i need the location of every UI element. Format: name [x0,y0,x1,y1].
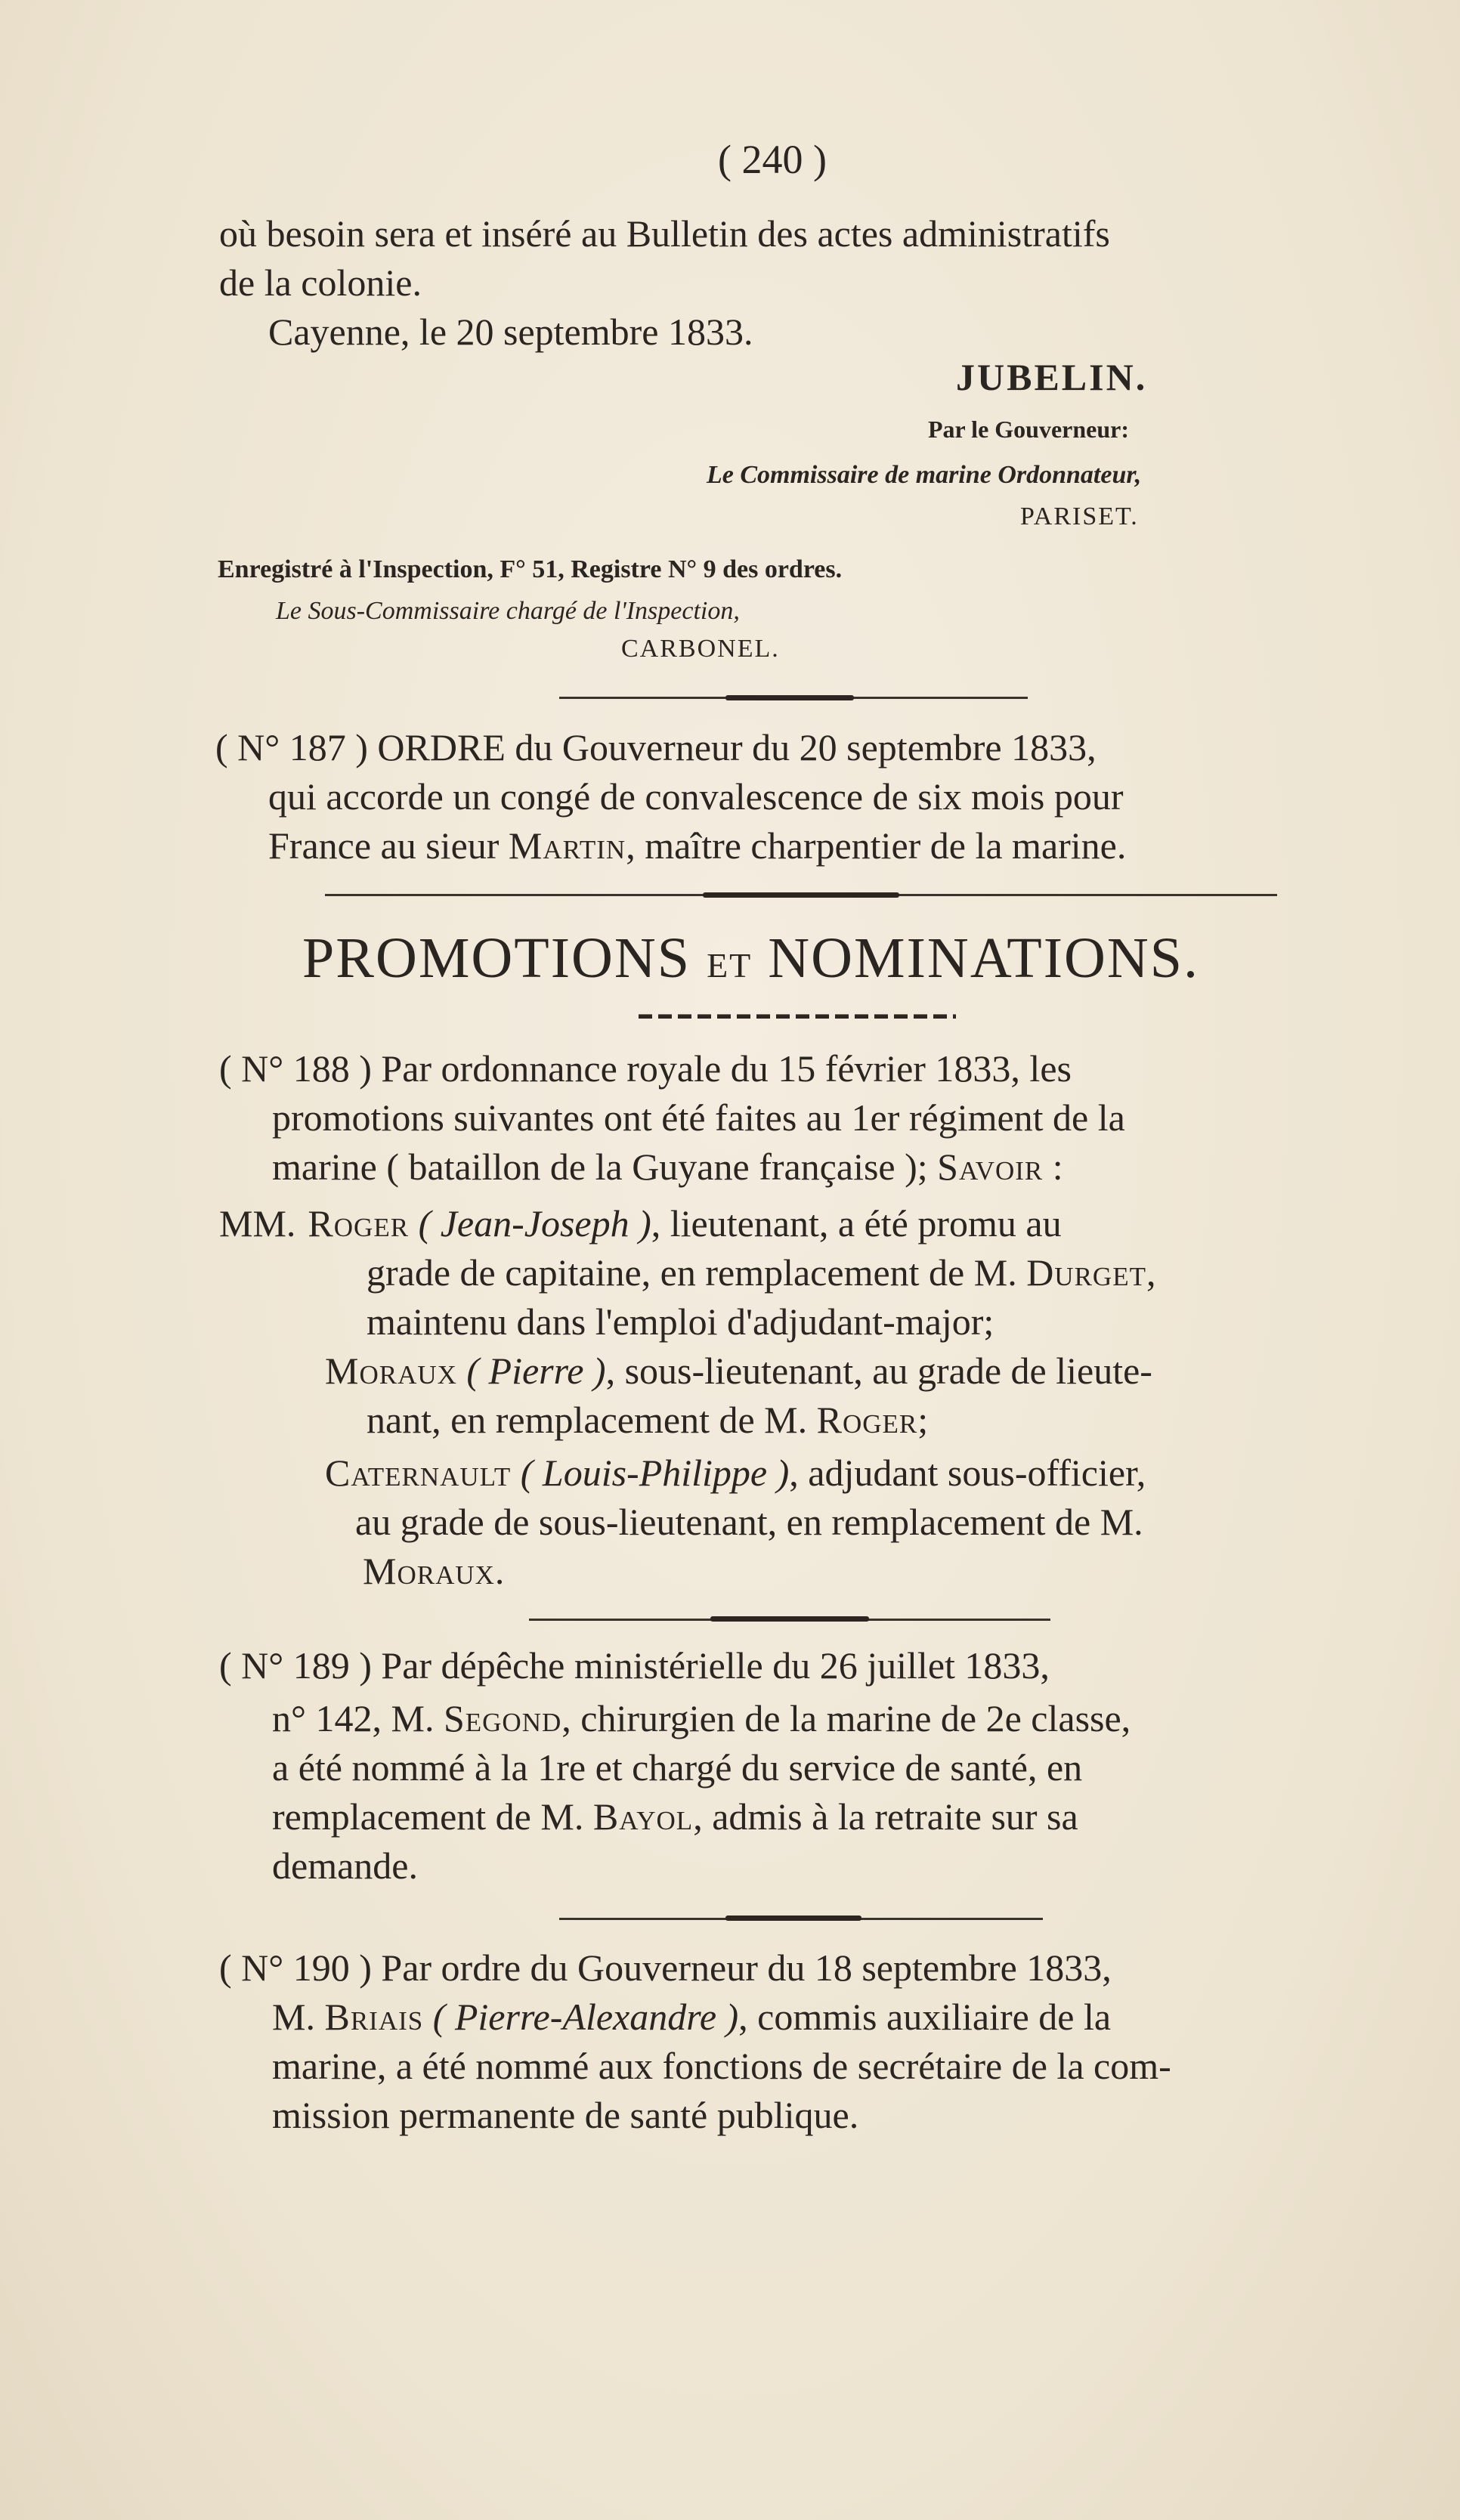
order-189-line: a été nommé à la 1re et chargé du service de santé, en [272,1746,1083,1789]
order-190-line: marine, a été nommé aux fonctions de secrétaire de la com- [272,2045,1171,2087]
text: M. [272,1996,325,2038]
text: nant, en remplacement de M. [367,1399,817,1441]
separator-ornament [703,892,899,898]
person-name: Segond [443,1697,562,1739]
person-name: Bayol [592,1795,694,1838]
order-187-line: qui accorde un congé de convalescence de six mois pour [268,775,1124,818]
commissaire-name: PARISET. [1020,502,1139,530]
person-name: Roger [816,1399,918,1441]
sous-commissaire-name: CARBONEL. [621,635,780,663]
order-189-line [272,1795,1078,1838]
order-190-line: ( N° 190 ) Par ordre du Gouverneur du 18 septembre 1833, [219,1946,1112,1989]
order-189-line: ( N° 189 ) Par dépêche ministérielle du 26 juillet 1833, [219,1644,1050,1687]
order-188-line: promotions suivantes ont été faites au 1er régiment de la [272,1096,1125,1139]
text: , commis auxiliaire de la [738,1996,1112,2038]
order-188-line: ( N° 188 ) Par ordonnance royale du 15 février 1833, les [219,1047,1072,1090]
promotion-entry [325,1349,1152,1393]
text-line: de la colonie. [219,261,422,304]
text: grade de capitaine, en remplacement de M. [367,1251,1027,1294]
separator-ornament [725,1916,861,1921]
person-name: Caternault [325,1452,512,1494]
signature-name: JUBELIN. [956,356,1148,398]
text: France au sieur [268,824,509,867]
person-name: Briais [324,1996,424,2038]
promotion-entry [325,1451,1146,1495]
promotion-entry [219,1201,1062,1245]
separator-ornament [710,1616,869,1622]
heading-part: NOMINATIONS. [768,926,1200,990]
par-gouverneur: Par le Gouverneur: [928,416,1130,443]
text: Savoir [937,1146,1044,1188]
promotion-entry-line: au grade de sous-lieutenant, en remplacement de M. [355,1501,1143,1543]
order-190-line: mission permanente de santé publique. [272,2094,859,2136]
person-first-names: ( Pierre-Alexandre ) [432,1996,739,2038]
date-line: Cayenne, le 20 septembre 1833. [268,311,753,353]
text: , lieutenant, a été promu au [651,1202,1062,1245]
text: MM. [219,1202,296,1245]
text: , chirurgien de la marine de 2e classe, [561,1697,1131,1739]
promotion-entry-line [367,1251,1155,1294]
person-name: Moraux [325,1350,457,1392]
text: marine ( bataillon de la Guyane française ); [272,1146,938,1188]
heading-connector: ET [707,946,753,985]
text: remplacement de M. [272,1795,593,1838]
text: ; [917,1399,929,1441]
text: , maître charpentier de la marine. [626,824,1127,867]
person-first-names: ( Pierre ) [466,1350,606,1392]
order-189-line [272,1696,1131,1740]
person-name: Roger [308,1202,410,1245]
commissaire-title: Le Commissaire de marine Ordonnateur, [707,461,1142,489]
person-name: Martin [508,824,626,867]
order-189-line: demande. [272,1844,418,1887]
text: , admis à la retraite sur sa [693,1795,1078,1838]
person-first-names: ( Louis-Philippe ) [520,1452,790,1494]
promotion-entry-line [367,1398,928,1442]
order-187-line: ( N° 187 ) ORDRE du Gouverneur du 20 septembre 1833, [215,726,1097,768]
heading-part: PROMOTIONS [302,926,691,990]
separator-ornament [725,695,854,700]
heading-ornament [639,1008,956,1019]
person-name: Durget [1026,1251,1146,1294]
sous-commissaire-title: Le Sous-Commissaire chargé de l'Inspection, [276,597,740,625]
person-name: Moraux. [363,1550,506,1592]
order-190-line [272,1995,1111,2039]
page-number: ( 240 ) [718,137,827,182]
person-first-names: ( Jean-Joseph ) [418,1202,651,1245]
order-187-line [268,824,1126,867]
order-188-line [272,1145,1063,1189]
section-heading [302,926,1199,991]
text: , [1146,1251,1156,1294]
text: n° 142, M. [272,1697,444,1739]
text-line: où besoin sera et inséré au Bulletin des actes administratifs [219,212,1110,255]
text: , adjudant sous-officier, [789,1452,1146,1494]
text: , sous-lieutenant, au grade de lieute- [605,1350,1152,1392]
registration-line: Enregistré à l'Inspection, F° 51, Registre N° 9 des ordres. [218,555,843,583]
text: : [1043,1146,1063,1188]
promotion-entry-line: maintenu dans l'emploi d'adjudant-major; [367,1300,994,1343]
